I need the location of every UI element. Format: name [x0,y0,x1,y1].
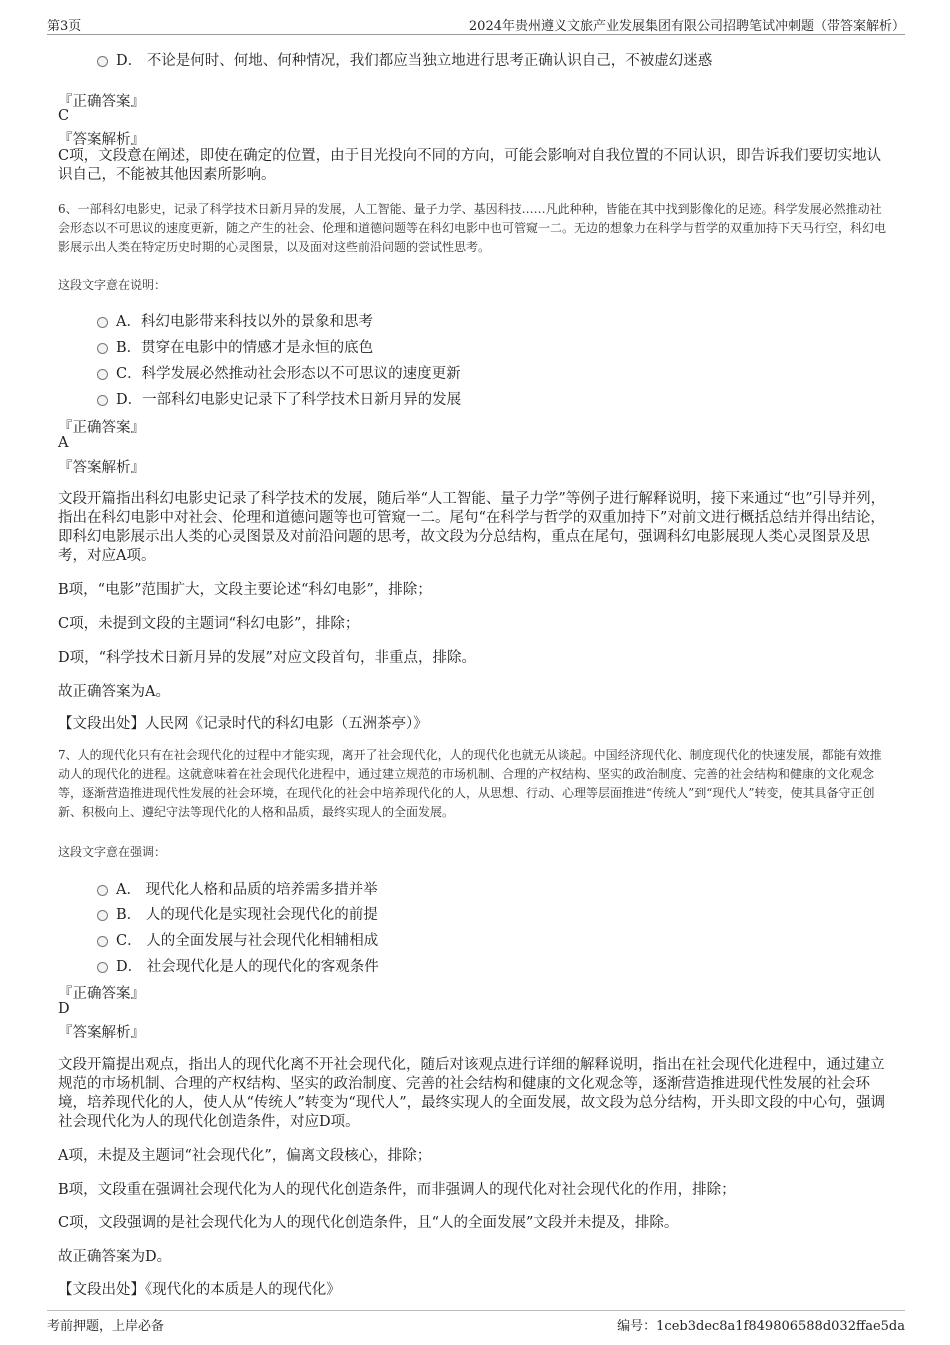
q5-option-d[interactable] [97,49,712,70]
radio-icon[interactable] [97,910,108,921]
q6-prompt: 这段文字意在说明： [58,278,167,292]
option-label: D．一部科幻电影史记录下了科学技术日新月异的发展 [116,392,462,408]
q7-conclusion: 故正确答案为D。 [58,1249,172,1265]
radio-icon[interactable] [97,395,108,406]
q6-question: 6、一部科幻电影史，记录了科学技术日新月异的发展，人工智能、量子力学、基因科技……凡此种种，皆能在其中找到影像化的足迹。科学发展必然推动社会形态以不可思议的速度更新，随之产生的社会、伦理和道德问题等在科幻电影中也可管窥一二。无边的想象力在科学与哲学的双重加持下天马行空，科幻电影展示出人类在特定历史时期的心灵图景，以及面对这些前沿问题的尝试性思考。 [58,202,887,254]
q7-option-c[interactable] [97,929,378,950]
option-label: A． 现代化人格和品质的培养需多措并举 [116,882,378,898]
q7-source: 【文段出处】《现代化的本质是人的现代化》 [58,1282,341,1298]
option-label: B． 人的现代化是实现社会现代化的前提 [116,907,378,923]
q7-question: 7、人的现代化只有在社会现代化的过程中才能实现，离开了社会现代化，人的现代化也就无从谈起。中国经济现代化、制度现代化的快速发展，都能有效推动人的现代化的进程。这就意味着在社会现代化进程中，通过建立规范的市场机制、合理的产权结构、坚实的政治制度、完善的社会结构和健康的文化观念等，逐渐营造推进现代性发展的社会环境，在现代化的社会中培养现代化的人，从思想、行动、心理等层面推进“传统人”到“现代人”转变，使其具备守正创新、积极向上、遵纪守法等现代化的人格和品质，最终实现人的全面发展。 [58,748,882,819]
option-label: C． 人的全面发展与社会现代化相辅相成 [116,933,379,949]
q6-option-c[interactable] [97,362,461,383]
option-label: D． 不论是何时、何地、何种情况，我们都应当独立地进行思考正确认识自己，不被虚幻迷惑 [116,53,713,69]
option-label: C．科学发展必然推动社会形态以不可思议的速度更新 [116,366,461,382]
q5-analysis: C项，文段意在阐述，即使在确定的位置，由于目光投向不同的方向，可能会影响对自我位置的不同认识，即告诉我们要切实地认识自己，不能被其他因素所影响。 [58,148,882,183]
q6-line-c: C项，未提到文段的主题词“科幻电影”，排除； [58,616,360,632]
page-header [47,12,905,35]
q6-line-b: B项，“电影”范围扩大，文段主要论述“科幻电影”，排除； [58,582,432,598]
q7-answer-label: 『正确答案』 [58,986,145,1002]
radio-icon[interactable] [97,936,108,947]
q6-conclusion: 故正确答案为A。 [58,684,170,700]
q7-analysis-label: 『答案解析』 [58,1025,145,1041]
q7-option-d[interactable] [97,955,379,976]
q6-analysis-label: 『答案解析』 [58,460,145,476]
q5-analysis-label: 『答案解析』 [58,132,145,148]
radio-icon[interactable] [97,962,108,973]
page-footer [47,1310,905,1335]
option-label: A．科幻电影带来科技以外的景象和思考 [116,314,373,330]
option-label: D． 社会现代化是人的现代化的客观条件 [116,959,379,975]
page-number: 第3页 [47,19,82,34]
q7-option-b[interactable] [97,903,378,924]
q7-prompt: 这段文字意在强调： [58,845,167,859]
q6-option-a[interactable] [97,310,373,331]
footer-slogan: 考前押题，上岸必备 [47,1319,165,1334]
document-title: 2024年贵州遵义文旅产业发展集团有限公司招聘笔试冲刺题（带答案解析） [468,19,905,34]
radio-icon[interactable] [97,369,108,380]
q6-analysis: 文段开篇指出科幻电影史记录了科学技术的发展，随后举“人工智能、量子力学”等例子进行解释说明，接下来通过“也”引导并列，指出在科幻电影中对社会、伦理和道德问题等也可管窥一二。尾句“在科学与哲学的双重加持下”对前文进行概括总结并得出结论，即科幻电影展示出人类的心灵图景及对前沿问题的思考，故文段为分总结构，重点在尾句，强调科幻电影展现人类心灵图景及思考，对应A项。 [58,491,886,564]
document-id: 编号：1ceb3dec8a1f849806588d032ffae5da [617,1319,905,1334]
q7-analysis: 文段开篇提出观点，指出人的现代化离不开社会现代化，随后对该观点进行详细的解释说明，指出在社会现代化进程中，通过建立规范的市场机制、合理的产权结构、坚实的政治制度、完善的社会结构和健康的文化观念等，逐渐营造推进现代性发展的社会环境，培养现代化的人，使人从“传统人”转变为“现代人”，最终实现人的全面发展，故文段为总分结构，开头即文段的中心句，强调社会现代化为人的现代化创造条件，对应D项。 [58,1057,886,1130]
q6-option-d[interactable] [97,388,461,409]
q6-source: 【文段出处】人民网《记录时代的科幻电影（五洲茶亭）》 [58,716,428,732]
q6-answer-label: 『正确答案』 [58,420,145,436]
q6-option-b[interactable] [97,336,373,357]
q5-answer-label: 『正确答案』 [58,94,145,110]
q6-line-d: D项，“科学技术日新月异的发展”对应文段首句，非重点，排除。 [58,650,476,666]
q6-answer: A [58,435,69,451]
q7-line-a: A项，未提及主题词“社会现代化”，偏离文段核心，排除； [58,1148,432,1164]
q7-line-b: B项，文段重在强调社会现代化为人的现代化创造条件，而非强调人的现代化对社会现代化的作用，排除； [58,1182,736,1198]
q7-answer: D [58,1001,70,1017]
q7-option-a[interactable] [97,878,378,899]
radio-icon[interactable] [97,56,108,67]
option-label: B．贯穿在电影中的情感才是永恒的底色 [116,340,374,356]
q7-line-c: C项，文段强调的是社会现代化为人的现代化创造条件，且“人的全面发展”文段并未提及，排除。 [58,1215,679,1231]
radio-icon[interactable] [97,317,108,328]
radio-icon[interactable] [97,343,108,354]
q5-answer: C [58,108,70,124]
radio-icon[interactable] [97,885,108,896]
